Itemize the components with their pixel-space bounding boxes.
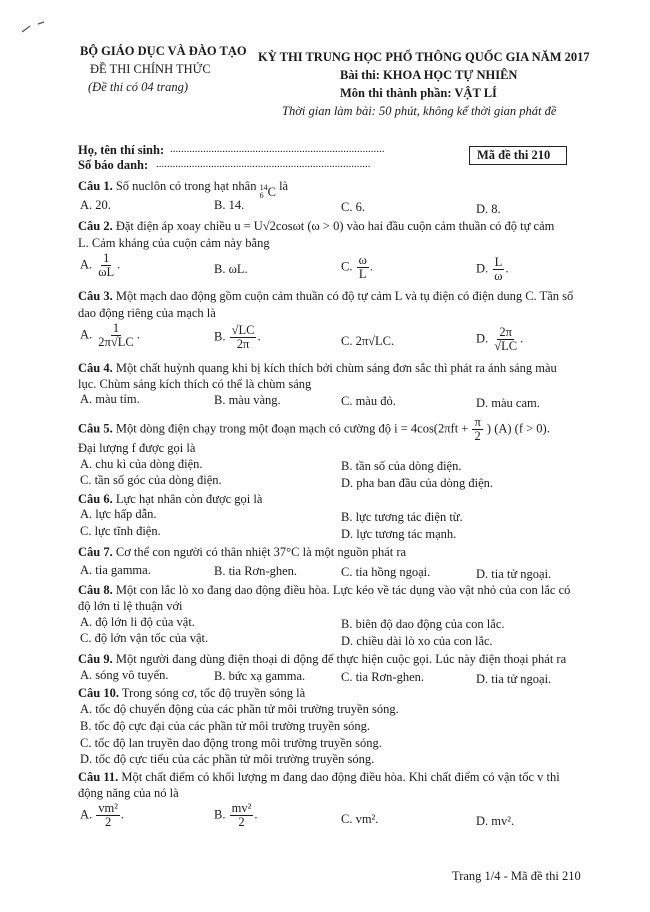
q9-option-a: A. sóng vô tuyến. bbox=[80, 668, 169, 682]
q1-option-d: D. 8. bbox=[476, 202, 501, 216]
question-3 bbox=[78, 289, 573, 304]
q8-line2: độ lớn tỉ lệ thuận với bbox=[78, 599, 183, 613]
q4-line1: Một chất huỳnh quang khi bị kích thích bởi chùm sáng đơn sắc thì phát ra ánh sáng màu bbox=[115, 361, 557, 375]
question-10 bbox=[78, 686, 305, 701]
q1-mass-number: 14 bbox=[259, 183, 268, 192]
q3-label: Câu 3. bbox=[78, 289, 113, 303]
q9-label: Câu 9. bbox=[78, 652, 113, 666]
q11-option-d: D. mv². bbox=[476, 814, 515, 828]
pages-note: (Đề thi có 04 trang) bbox=[88, 80, 188, 94]
q3-option-c: C. 2π√LC. bbox=[341, 334, 395, 348]
q1-label: Câu 1. bbox=[78, 179, 113, 193]
question-7 bbox=[78, 545, 406, 560]
question-1 bbox=[78, 179, 288, 200]
ministry-title: BỘ GIÁO DỤC VÀ ĐÀO TẠO bbox=[80, 44, 247, 58]
q6-option-c: C. lực tĩnh điện. bbox=[80, 524, 161, 538]
q2-option-c: C. $\frac{\omega}{L}$ . bbox=[341, 253, 373, 281]
q1-text: Số nuclôn có trong hạt nhân bbox=[115, 179, 257, 193]
name-dots: .............................................................................. bbox=[170, 143, 385, 155]
q9-option-d: D. tia tử ngoại. bbox=[476, 672, 552, 686]
q6-option-b: B. lực tương tác điện từ. bbox=[341, 510, 463, 524]
q8-option-d: D. chiều dài lò xo của con lắc. bbox=[341, 634, 493, 648]
q5-option-b: B. tần số của dòng điện. bbox=[341, 459, 462, 473]
id-dots: .............................................................................. bbox=[156, 158, 371, 170]
page-footer: Trang 1/4 - Mã đề thi 210 bbox=[452, 869, 581, 883]
q4-label: Câu 4. bbox=[78, 361, 113, 375]
exam-code: Mã đề thi 210 bbox=[477, 148, 551, 162]
q3-option-d: D. $\frac{2\pi}{√LC}$ . bbox=[476, 325, 524, 353]
q7-option-c: C. tia hồng ngoại. bbox=[341, 565, 431, 579]
corner-mark bbox=[20, 20, 50, 44]
q8-label: Câu 8. bbox=[78, 583, 113, 597]
q10-label: Câu 10. bbox=[78, 686, 119, 700]
q8-option-b: B. biên độ dao động của con lắc. bbox=[341, 617, 505, 631]
q5-line1-post: ) (A) (f > 0). bbox=[486, 421, 550, 436]
name-label: Họ, tên thí sinh: bbox=[78, 143, 165, 157]
q7-text: Cơ thể con người có thân nhiệt 37°C là một nguồn phát ra bbox=[115, 545, 407, 559]
q1-symbol: C bbox=[267, 184, 276, 199]
q10-option-c: C. tốc độ lan truyền dao động trong môi trường truyền sóng. bbox=[80, 736, 382, 750]
q5-option-a: A. chu kì của dòng điện. bbox=[80, 457, 203, 471]
q1-atomic-number: 6 bbox=[259, 191, 264, 200]
question-2 bbox=[78, 219, 554, 234]
q2-label: Câu 2. bbox=[78, 219, 113, 233]
q10-option-b: B. tốc độ cực đại của các phần tử môi trường truyền sóng. bbox=[80, 719, 371, 733]
q1-tail: là bbox=[279, 179, 289, 193]
q1-option-b: B. 14. bbox=[214, 198, 245, 212]
q5-option-c: C. tần số góc của dòng điện. bbox=[80, 473, 222, 487]
q1-option-c: C. 6. bbox=[341, 200, 365, 214]
q1-nuclide bbox=[260, 184, 276, 200]
q5-option-d: D. pha ban đầu của dòng điện. bbox=[341, 476, 494, 490]
q9-text: Một người đang dùng điện thoại di động để thực hiện cuộc gọi. Lúc này điện thoại phát ra bbox=[115, 652, 567, 666]
q2-option-d: D. $\frac{L}{\omega}$ . bbox=[476, 255, 509, 283]
question-5: Câu 5. Một dòng điện chạy trong một đoạn mạch có cường độ i = 4cos(2πft + $\frac{\pi}{2}$ ) (A) (f > 0). bbox=[78, 415, 550, 443]
q10-option-d: D. tốc độ cực tiểu của các phần tử môi trường truyền sóng. bbox=[80, 752, 375, 766]
q2-line1: Đặt điện áp xoay chiều u = U√2cosωt (ω > 0) vào hai đầu cuộn cảm thuần có độ tự cảm bbox=[115, 219, 555, 233]
q5-label: Câu 5. bbox=[78, 421, 113, 436]
official-label: ĐỀ THI CHÍNH THỨC bbox=[90, 62, 211, 76]
q1-option-a: A. 20. bbox=[80, 198, 111, 212]
q8-line1: Một con lắc lò xo đang dao động điều hòa. Lực kéo về tác dụng vào vật nhỏ của con lắc có bbox=[115, 583, 571, 597]
q7-option-d: D. tia tử ngoại. bbox=[476, 567, 552, 581]
q4-option-b: B. màu vàng. bbox=[214, 393, 281, 407]
q10-option-a: A. tốc độ chuyển động của các phần tử môi trường truyền sóng. bbox=[80, 702, 399, 716]
q5-line1-pre: Một dòng điện chạy trong một đoạn mạch có cường độ i = 4cos(2πft + bbox=[115, 421, 469, 436]
q2-line2: L. Cảm kháng của cuộn cảm này bằng bbox=[78, 236, 270, 250]
question-9 bbox=[78, 652, 566, 667]
q9-option-c: C. tia Rơn-ghen. bbox=[341, 670, 424, 684]
q2-option-b: B. ωL. bbox=[214, 262, 248, 276]
q11-line2: động năng của nó là bbox=[78, 786, 179, 800]
q8-option-a: A. độ lớn li độ của vật. bbox=[80, 615, 195, 629]
q4-option-c: C. màu đỏ. bbox=[341, 394, 396, 408]
q3-option-a: A. $\frac{1}{2\pi√LC}$ . bbox=[80, 321, 140, 349]
q2-option-a: A. $\frac{1}{\omega L}$ . bbox=[80, 251, 121, 279]
q3-line2: dao động riêng của mạch là bbox=[78, 306, 216, 320]
component-title: Môn thi thành phần: VẬT LÍ bbox=[340, 86, 497, 100]
question-8 bbox=[78, 583, 570, 598]
q11-line1: Một chất điểm có khối lượng m đang dao động điều hòa. Khi chất điểm có vận tốc v thì bbox=[121, 770, 560, 784]
q9-option-b: B. bức xạ gamma. bbox=[214, 669, 306, 683]
q11-option-b: B. $\frac{\text{mv²}}{2}$ . bbox=[214, 801, 258, 829]
q10-text: Trong sóng cơ, tốc độ truyền sóng là bbox=[121, 686, 306, 700]
q8-option-c: C. độ lớn vận tốc của vật. bbox=[80, 631, 209, 645]
q4-option-a: A. màu tím. bbox=[80, 392, 140, 406]
q11-option-c: C. vm². bbox=[341, 812, 379, 826]
question-11 bbox=[78, 770, 560, 785]
q6-text: Lực hạt nhân còn được gọi là bbox=[115, 492, 263, 506]
q6-label: Câu 6. bbox=[78, 492, 113, 506]
q11-option-a: A. $\frac{\text{vm²}}{2}$ . bbox=[80, 801, 125, 829]
q7-option-b: B. tia Rơn-ghen. bbox=[214, 564, 297, 578]
q4-option-d: D. màu cam. bbox=[476, 396, 540, 410]
q7-label: Câu 7. bbox=[78, 545, 113, 559]
q3-option-b: B. $\frac{√LC}{2\pi}$ . bbox=[214, 323, 261, 351]
exam-title: KỲ THI TRUNG HỌC PHỔ THÔNG QUỐC GIA NĂM 2017 bbox=[258, 50, 590, 64]
question-6 bbox=[78, 492, 262, 507]
q5-line2: Đại lượng f được gọi là bbox=[78, 441, 196, 455]
q3-line1: Một mạch dao động gồm cuộn cảm thuần có độ tự cảm L và tụ điện có điện dung C. Tần số bbox=[115, 289, 574, 303]
q6-option-d: D. lực tương tác mạnh. bbox=[341, 527, 457, 541]
id-label: Số báo danh: bbox=[78, 158, 149, 172]
time-note: Thời gian làm bài: 50 phút, không kể thời gian phát đề bbox=[282, 104, 557, 118]
q6-option-a: A. lực hấp dẫn. bbox=[80, 507, 157, 521]
subject-title: Bài thi: KHOA HỌC TỰ NHIÊN bbox=[340, 68, 518, 82]
question-4 bbox=[78, 361, 557, 376]
q4-line2: lục. Chùm sáng kích thích có thể là chùm sáng bbox=[78, 377, 312, 391]
q11-label: Câu 11. bbox=[78, 770, 119, 784]
q7-option-a: A. tia gamma. bbox=[80, 563, 151, 577]
